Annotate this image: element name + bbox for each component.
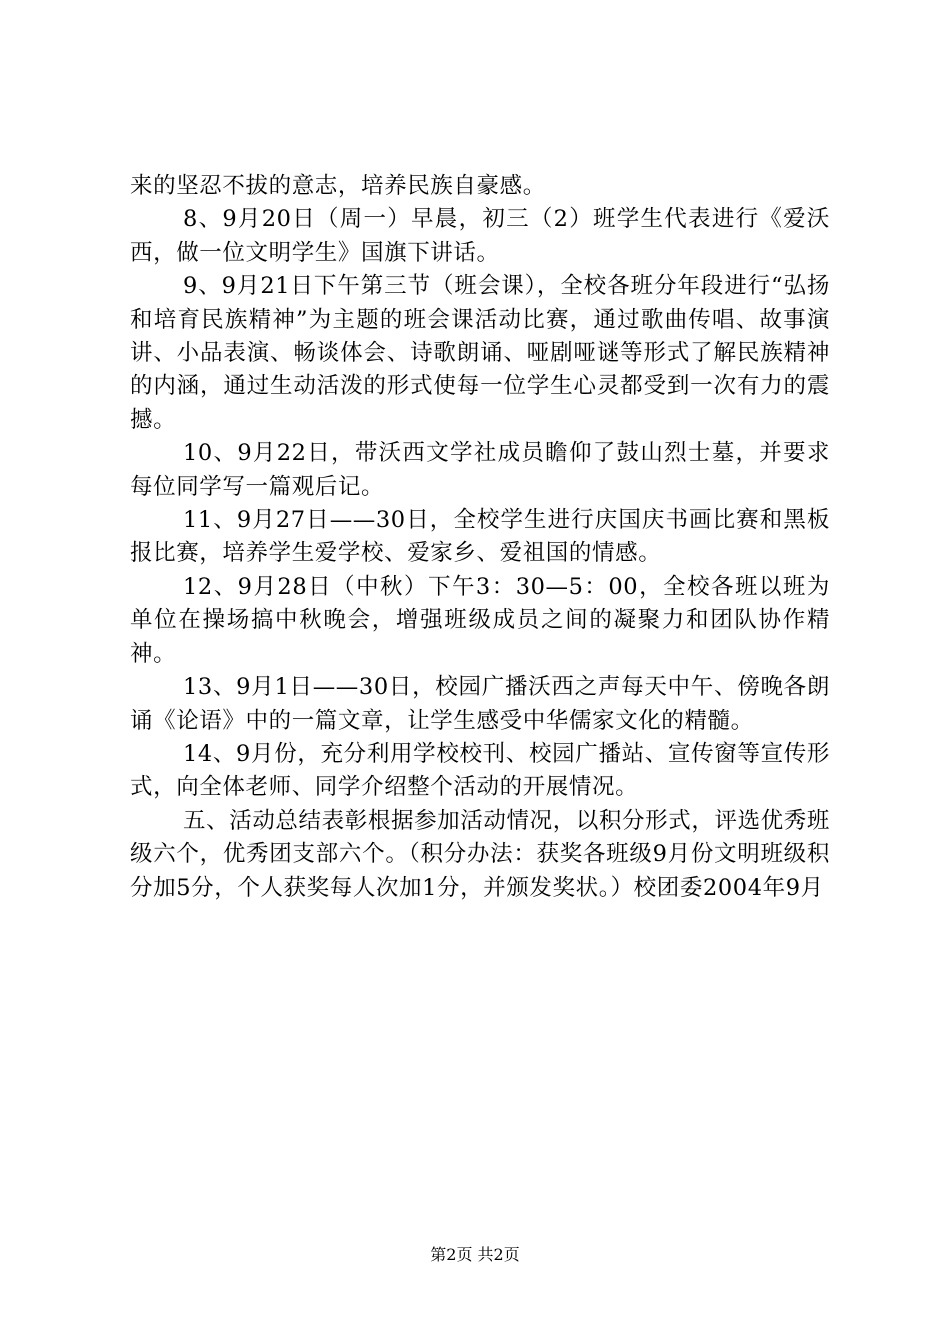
paragraph-5: 11、9月27日——30日，全校学生进行庆国庆书画比赛和黑板报比赛，培养学生爱学校、爱家乡、爱祖国的情感。 — [130, 507, 830, 567]
page-number-footer: 第2页 共2页 — [430, 1245, 520, 1264]
paragraph-6: 12、9月28日（中秋）下午3：30—5：00，全校各班以班为单位在操场搞中秋晚会，增强班级成员之间的凝聚力和团队协作精神。 — [130, 573, 830, 667]
paragraph-4: 10、9月22日，带沃西文学社成员瞻仰了鼓山烈士墓，并要求每位同学写一篇观后记。 — [130, 440, 830, 500]
paragraph-1: 来的坚忍不拔的意志，培养民族自豪感。 — [130, 173, 546, 199]
paragraph-8: 14、9月份，充分利用学校校刊、校园广播站、宣传窗等宣传形式，向全体老师、同学介绍整个活动的开展情况。 — [130, 740, 830, 801]
paragraph-2: 8、9月20日（周一）早晨，初三（2）班学生代表进行《爱沃西，做一位文明学生》国旗下讲话。 — [130, 206, 830, 266]
paragraph-3: 9、9月21日下午第三节（班会课），全校各班分年段进行“弘扬和培育民族精神”为主题的班会课活动比赛，通过歌曲传唱、故事演讲、小品表演、畅谈体会、诗歌朗诵、哑剧哑谜等形式了解民族精神的内涵，通过生动活泼的形式使每一位学生心灵都受到一次有力的震撼。 — [130, 273, 830, 433]
paragraph-9: 五、活动总结表彰根据参加活动情况，以积分形式，评选优秀班级六个，优秀团支部六个。（积分办法：获奖各班级9月份文明班级积分加5分，个人获奖每人次加1分，并颁发奖状。）校团委2004年9月 — [130, 807, 830, 901]
paragraph-7: 13、9月1日——30日，校园广播沃西之声每天中午、傍晚各朗诵《论语》中的一篇文章，让学生感受中华儒家文化的精髓。 — [130, 674, 830, 734]
document-body — [130, 170, 830, 905]
